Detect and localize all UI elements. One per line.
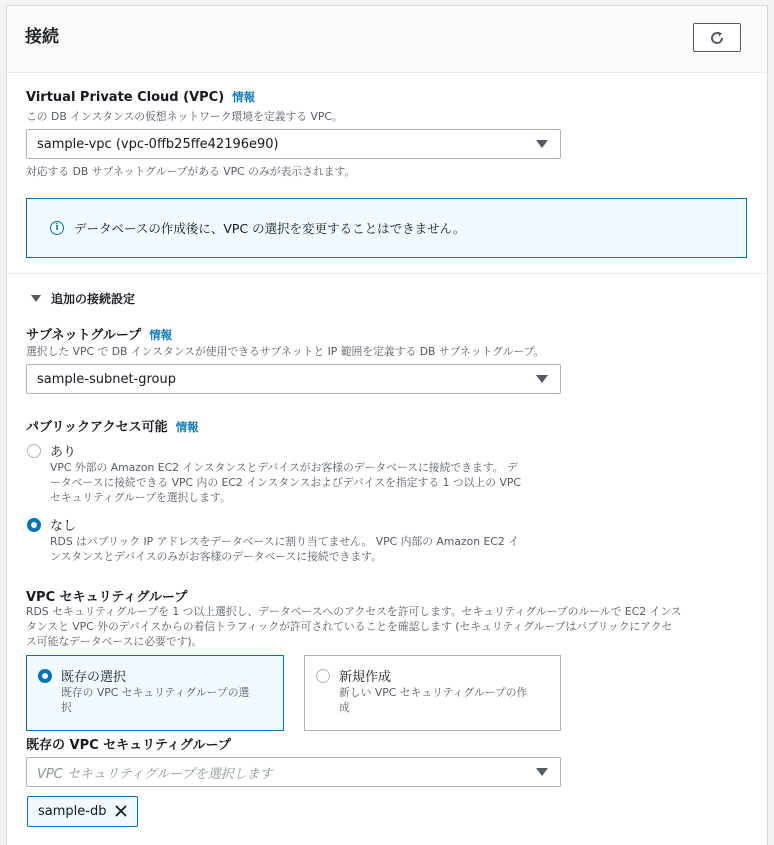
vpc-hint: 対応する DB サブネットグループがある VPC のみが表示されます。 <box>26 165 356 178</box>
existing-sg-label: 既存の VPC セキュリティグループ <box>26 738 231 753</box>
public-access-yes-desc-3: セキュリティグループを選択します。 <box>50 491 231 504</box>
vpc-notice <box>26 198 747 258</box>
subnet-label <box>26 324 172 343</box>
vpc-select-value: sample-vpc (vpc-0ffb25ffe42196e90) <box>37 136 279 152</box>
public-access-label-text: パブリックアクセス可能 <box>26 420 168 435</box>
public-access-yes-desc-1: VPC 外部の Amazon EC2 インスタンスとデバイスがお客様のデータベースに接続できます。 デ <box>50 461 518 474</box>
panel-title: 接続 <box>25 27 59 47</box>
refresh-button[interactable] <box>693 23 741 52</box>
choose-existing-desc-2: 択 <box>61 701 72 714</box>
security-group-token <box>27 796 138 827</box>
vpc-info-link[interactable]: 情報 <box>232 90 256 104</box>
caret-down-icon <box>536 140 548 148</box>
security-group-label: VPC セキュリティグループ <box>26 590 188 605</box>
public-access-info-link[interactable]: 情報 <box>175 420 199 434</box>
create-new-card[interactable] <box>304 655 561 731</box>
subnet-label-text: サブネットグループ <box>26 328 142 343</box>
choose-existing-title: 既存の選択 <box>61 670 127 685</box>
panel-header <box>7 6 767 73</box>
security-group-token-label: sample-db <box>38 804 107 819</box>
security-group-desc-2: タンスと VPC 外のデバイスからの着信トラフィックが許可されていることを確認します (セキュリティグループはパブリックにアクセ <box>26 620 673 633</box>
create-new-title: 新規作成 <box>339 670 392 685</box>
existing-sg-select[interactable] <box>26 757 561 787</box>
choose-existing-radio[interactable] <box>38 669 52 683</box>
create-new-radio[interactable] <box>316 669 330 683</box>
security-group-desc-1: RDS セキュリティグループを 1 つ以上選択し、データベースへのアクセスを許可します。セキュリティグループのルールで EC2 インス <box>26 605 682 618</box>
existing-sg-placeholder: VPC セキュリティグループを選択します <box>37 766 273 782</box>
vpc-label <box>26 89 255 105</box>
section-divider <box>7 273 767 274</box>
subnet-info-link[interactable]: 情報 <box>149 328 173 342</box>
public-access-yes-desc-2: ータベースに接続できる VPC 内の EC2 インスタンスおよびデバイスを指定する 1 つ以上の VPC <box>50 476 521 489</box>
public-access-no-title: なし <box>50 519 77 534</box>
additional-settings-label: 追加の接続設定 <box>51 292 136 306</box>
create-new-desc-1: 新しい VPC セキュリティグループの作 <box>339 686 528 699</box>
security-group-desc-3: ス可能なデータベースに必要です)。 <box>26 635 203 648</box>
connectivity-panel <box>6 5 768 845</box>
vpc-notice-text: データベースの作成後に、VPC の選択を変更することはできません。 <box>74 221 466 236</box>
caret-down-icon <box>536 768 548 776</box>
choose-existing-desc-1: 既存の VPC セキュリティグループの選 <box>61 686 250 699</box>
public-access-yes-title: あり <box>50 445 77 460</box>
vpc-label-text: Virtual Private Cloud (VPC) <box>26 90 225 105</box>
choose-existing-card[interactable] <box>26 655 284 731</box>
create-new-desc-2: 成 <box>339 701 350 714</box>
vpc-description: この DB インスタンスの仮想ネットワーク環境を定義する VPC。 <box>26 110 343 123</box>
subnet-select-value: sample-subnet-group <box>37 371 177 387</box>
public-access-no-desc-2: ンスタンスとデバイスのみがお客様のデータベースに接続できます。 <box>50 550 382 563</box>
public-access-label <box>26 416 199 435</box>
additional-settings-toggle[interactable] <box>31 290 135 307</box>
close-icon[interactable] <box>113 803 129 823</box>
info-icon: i <box>50 221 64 235</box>
caret-down-icon <box>31 295 41 302</box>
public-access-no-radio[interactable] <box>27 518 41 532</box>
public-access-yes-radio[interactable] <box>27 444 41 458</box>
subnet-select[interactable] <box>26 364 561 394</box>
vpc-select[interactable] <box>26 129 561 159</box>
refresh-icon <box>709 30 725 46</box>
public-access-no-desc-1: RDS はパブリック IP アドレスをデータベースに割り当てません。 VPC 内部の Amazon EC2 イ <box>50 535 519 548</box>
subnet-description: 選択した VPC で DB インスタンスが使用できるサブネットと IP 範囲を定義する DB サブネットグループ。 <box>26 345 545 358</box>
caret-down-icon <box>536 375 548 383</box>
